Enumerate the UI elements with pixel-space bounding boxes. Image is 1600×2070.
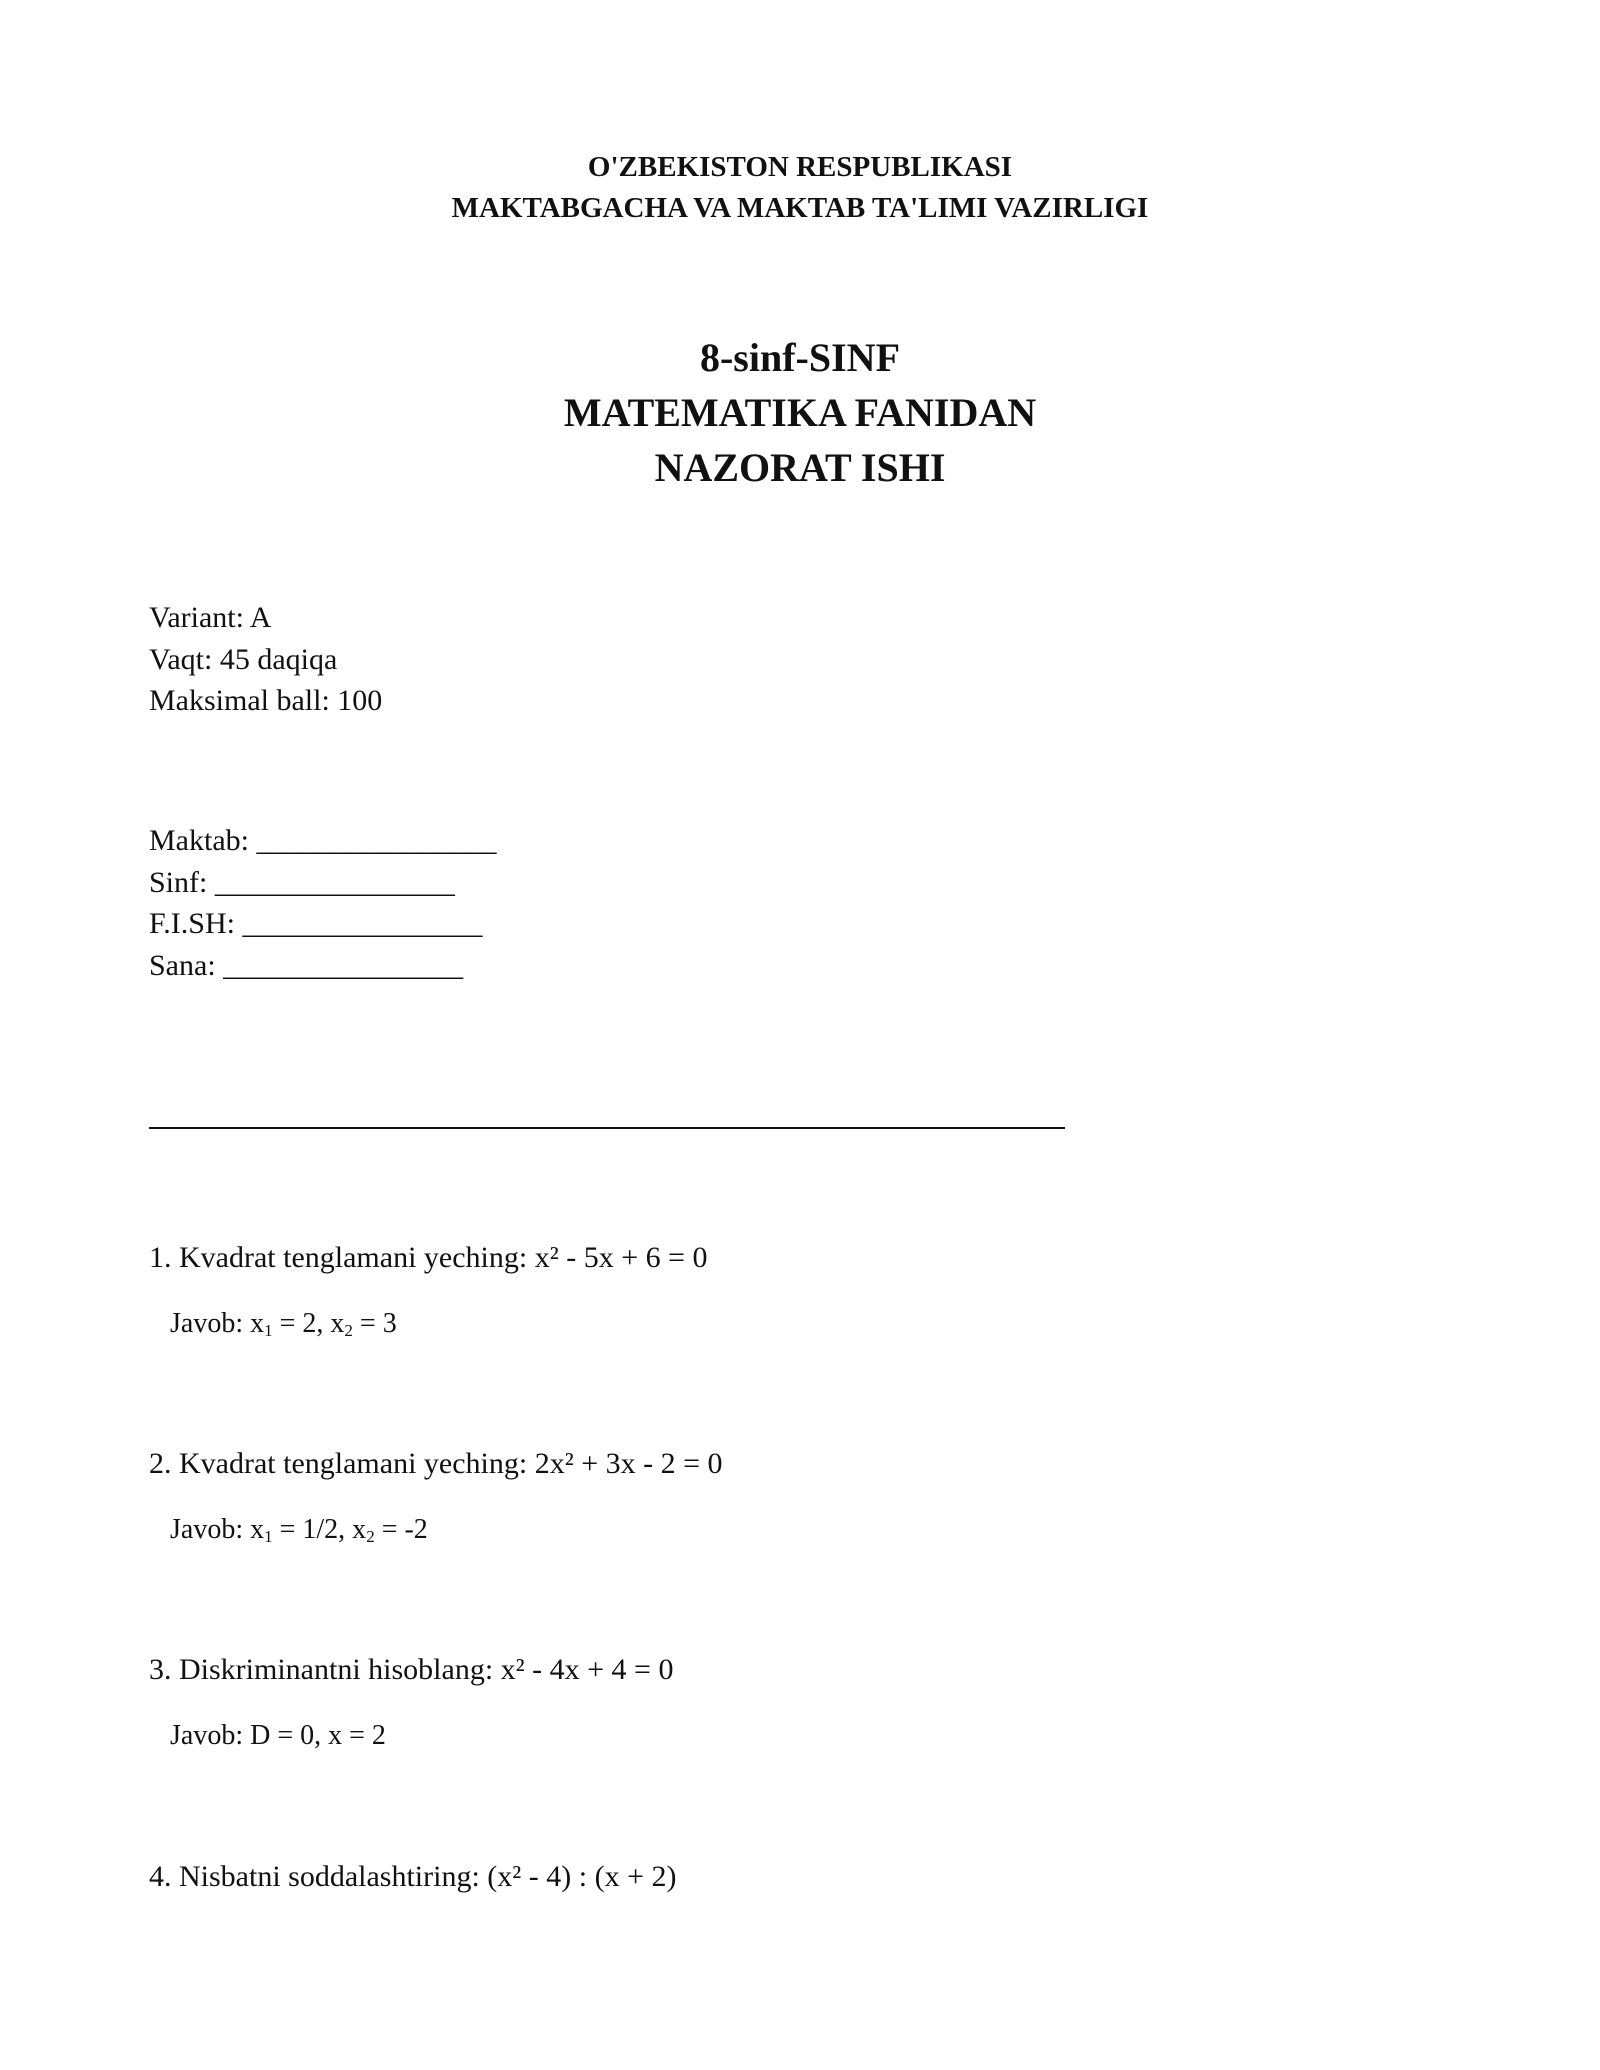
answer-1-part: Javob: x [170, 1308, 265, 1339]
school-field[interactable]: Maktab: ________________ [149, 824, 497, 857]
max-score-text: Maksimal ball: 100 [149, 684, 383, 717]
header-line-1: O'ZBEKISTON RESPUBLIKASI [587, 151, 1013, 183]
question-4: 4. Nisbatni soddalashtiring: (x² - 4) : (x + 2) [149, 1860, 677, 1893]
document-title [0, 330, 1600, 495]
title-type: NAZORAT ISHI [654, 445, 946, 490]
title-subject: MATEMATIKA FANIDAN [563, 390, 1037, 435]
answer-2-part: Javob: x [170, 1514, 265, 1545]
divider-line [149, 1127, 1065, 1129]
exam-info [149, 597, 382, 722]
date-field[interactable]: Sana: ________________ [149, 948, 464, 982]
question-3: 3. Diskriminantni hisoblang: x² - 4x + 4 = 0 [149, 1653, 674, 1686]
answer-1-sub-2: 2 [344, 1321, 353, 1340]
student-fields [149, 820, 496, 986]
answer-2-sub-2: 2 [366, 1527, 375, 1546]
answer-3: Javob: D = 0, x = 2 [170, 1720, 386, 1751]
question-1: 1. Kvadrat tenglamani yeching: x² - 5x + 6 = 0 [149, 1241, 708, 1274]
answer-2-part: = 1/2, x [272, 1514, 367, 1545]
answer-1 [170, 1307, 397, 1341]
answer-1-part: = 3 [352, 1308, 397, 1339]
name-field[interactable]: F.I.SH: ________________ [149, 907, 483, 940]
answer-1-part: = 2, x [272, 1308, 345, 1339]
class-field[interactable]: Sinf: ________________ [149, 865, 455, 899]
answer-2-part: = -2 [374, 1514, 428, 1545]
title-grade: 8-sinf-SINF [699, 335, 901, 380]
answer-1-sub-1: 1 [264, 1321, 273, 1340]
header-line-2: MAKTABGACHA VA MAKTAB TA'LIMI VAZIRLIGI [451, 192, 1149, 224]
ministry-header [0, 147, 1600, 229]
answer-2-sub-1: 1 [264, 1527, 273, 1546]
time-text: Vaqt: 45 daqiqa [149, 642, 338, 676]
variant-text: Variant: A [149, 601, 272, 634]
answer-2 [170, 1513, 428, 1547]
question-2: 2. Kvadrat tenglamani yeching: 2x² + 3x - 2 = 0 [149, 1447, 723, 1480]
